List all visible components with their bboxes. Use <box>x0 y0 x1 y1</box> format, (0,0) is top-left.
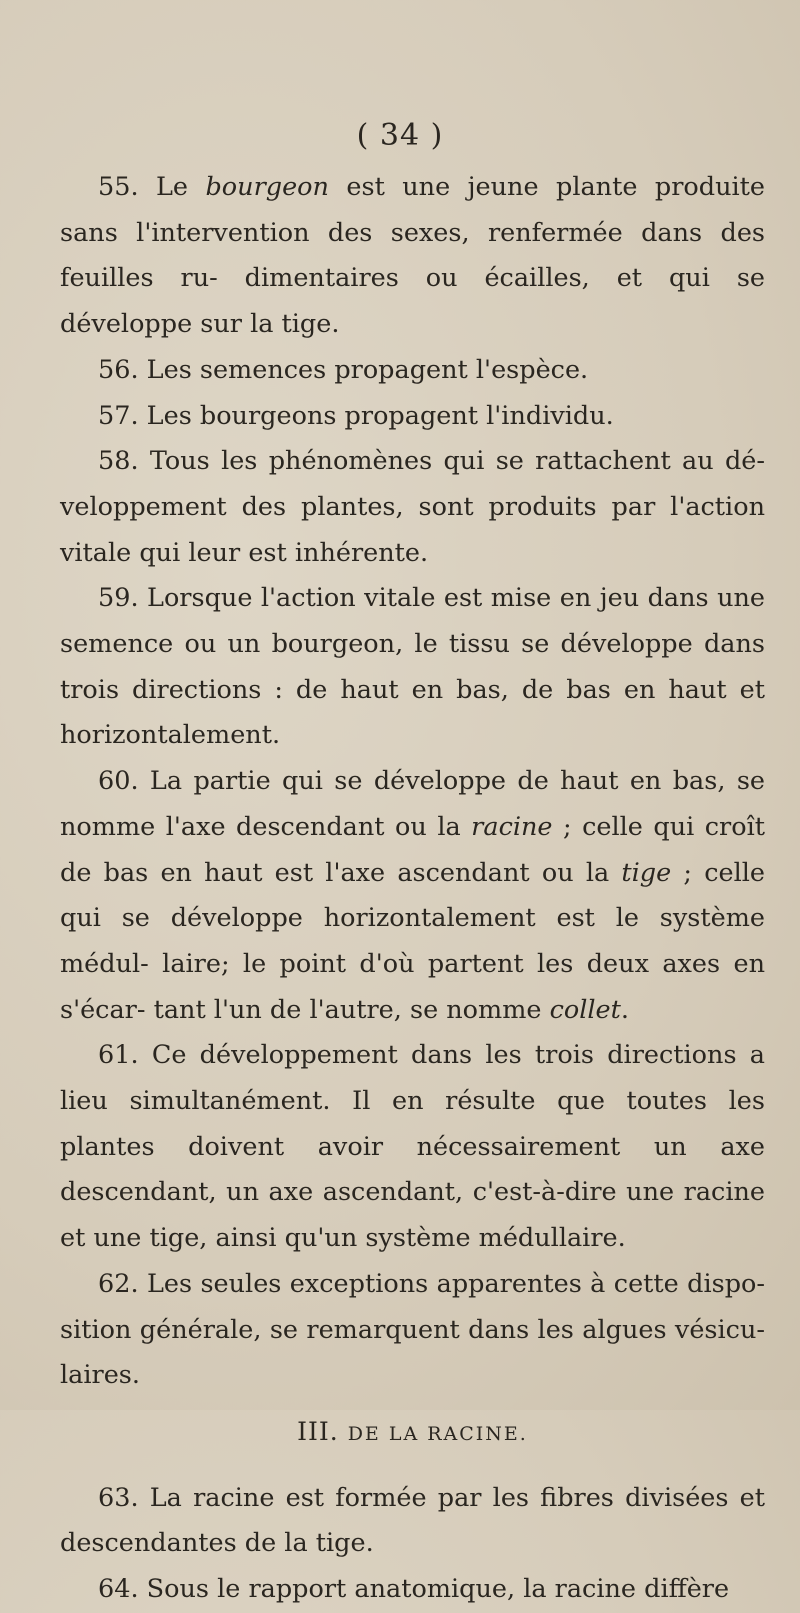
emphasis: bourgeon <box>205 172 329 202</box>
paragraph-59: 59. Lorsque l'action vitale est mise en jeu dans une semence ou un bourgeon, le tissu se développe dans trois directions : de haut en bas, de bas en haut et horizontalement. <box>60 583 765 751</box>
paragraph-62: 62. Les seules exceptions apparentes à cette dispo- sition générale, se remarquent dans les algues vésicu- laires. <box>60 1268 765 1391</box>
emphasis: collet <box>549 994 621 1025</box>
section-title: DE LA RACINE. <box>347 1422 528 1445</box>
paragraph-63: 63. La racine est formée par les fibres divisées et descendantes de la tige. <box>60 1482 765 1559</box>
paragraph-number: 63. <box>98 1482 139 1513</box>
emphasis: racine <box>471 811 553 842</box>
paragraph-56: 56. Les semences propagent l'espèce. <box>98 354 589 385</box>
paragraph-number: 55. <box>98 172 139 202</box>
paragraph-number: 59. <box>98 583 139 614</box>
paragraph-number: 58. <box>98 446 139 477</box>
page-number: ( 34 ) <box>356 118 444 153</box>
paragraph-number: 61. <box>98 1040 139 1071</box>
paragraph-number: 64. <box>98 1574 139 1605</box>
paragraph-number: 56. <box>98 354 139 385</box>
paragraph-number: 57. <box>98 400 139 431</box>
paragraph-number: 62. <box>98 1268 139 1299</box>
paragraph-64: 64. Sous le rapport anatomique, la racine diffère <box>98 1574 730 1605</box>
body-text <box>60 165 765 1613</box>
paragraph-58: 58. Tous les phénomènes qui se rattachent au dé- veloppement des plantes, sont produits par l'action vitale qui leur est inhérente. <box>60 446 765 568</box>
paragraph-number: 60. <box>98 766 139 797</box>
emphasis: tige <box>621 857 672 888</box>
paragraph-55: 55. Le bourgeon est une jeune plante produite sans l'intervention des sexes, renfermée dans des feuilles ru- dimentaires ou écailles, et qui se développe sur la tige. <box>60 172 765 340</box>
paragraph-57: 57. Les bourgeons propagent l'individu. <box>98 400 614 431</box>
section-heading <box>60 1409 765 1458</box>
paragraph-60: 60. La partie qui se développe de haut en bas, se nomme l'axe descendant ou la racine ; celle qui croît de bas en haut est l'axe ascendant ou la tige ; celle qui se développe horizontalement est le système médul- laire; le point d'où partent les deux axes en s'écar- tant l'un de l'autre, se nomme collet. <box>60 766 766 1025</box>
section-numeral: III. <box>297 1416 339 1446</box>
paragraph-61: 61. Ce développement dans les trois directions a lieu simultanément. Il en résulte que toutes les plantes doivent avoir nécessairement un axe descendant, un axe ascendant, c'est-à-dire une racine et une tige, ainsi qu'un système médullaire. <box>60 1040 765 1254</box>
